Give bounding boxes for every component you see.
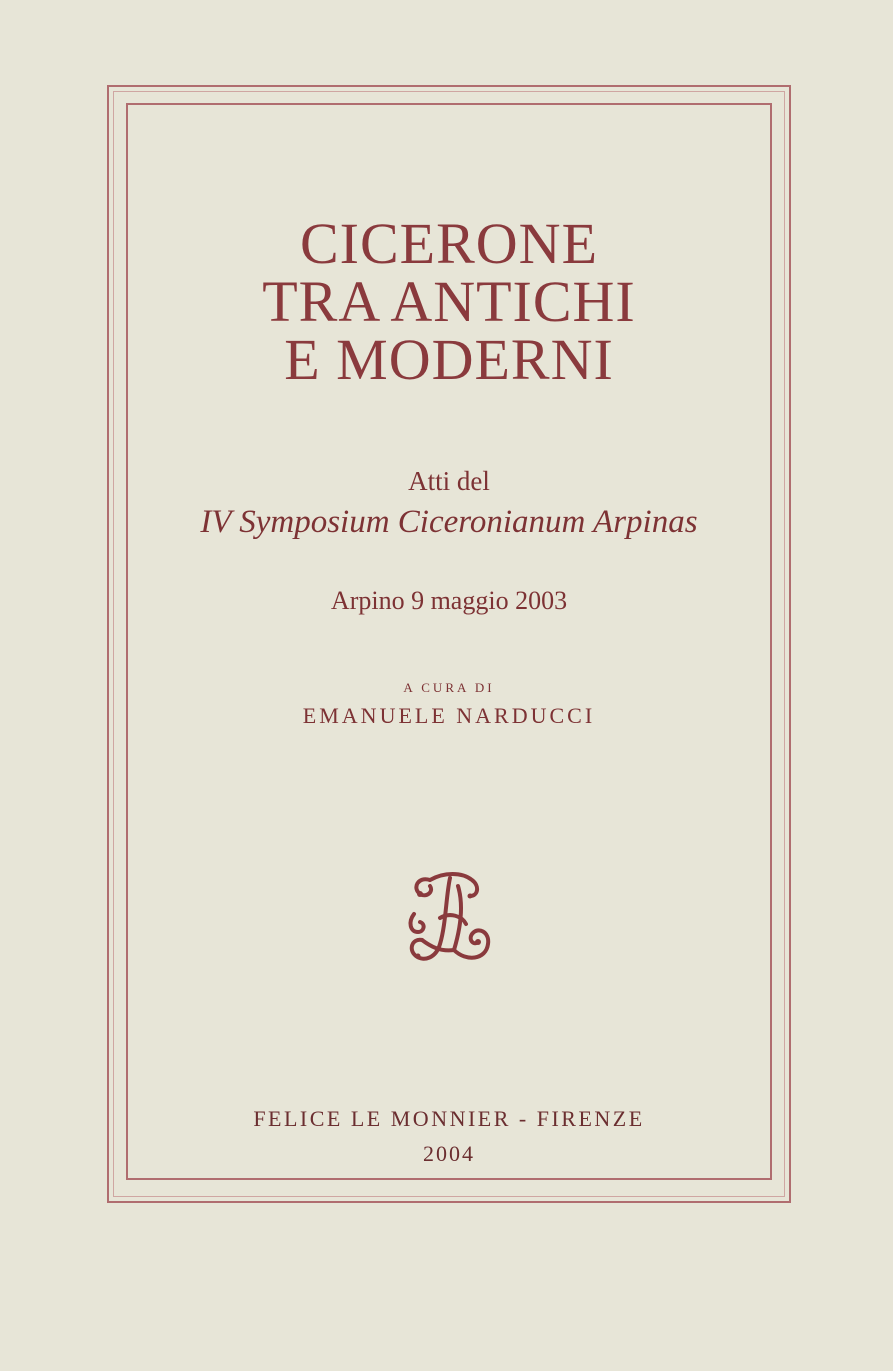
- symposium-name: IV Symposium Ciceronianum Arpinas: [200, 504, 698, 540]
- subtitle-intro: Atti del: [408, 466, 490, 496]
- editor-name: EMANUELE NARDUCCI: [302, 703, 596, 728]
- publisher-name: FELICE LE MONNIER - FIRENZE: [253, 1106, 645, 1131]
- monogram-icon: [400, 866, 496, 970]
- place-date: Arpino 9 maggio 2003: [330, 586, 568, 615]
- book-title: [126, 211, 772, 392]
- title-line-3: E MODERNI: [284, 327, 614, 392]
- publication-year: 2004: [423, 1141, 475, 1166]
- edited-by-label: A CURA DI: [403, 680, 495, 695]
- title-line-2: TRA ANTICHI: [262, 269, 636, 334]
- title-line-1: CICERONE: [300, 211, 598, 276]
